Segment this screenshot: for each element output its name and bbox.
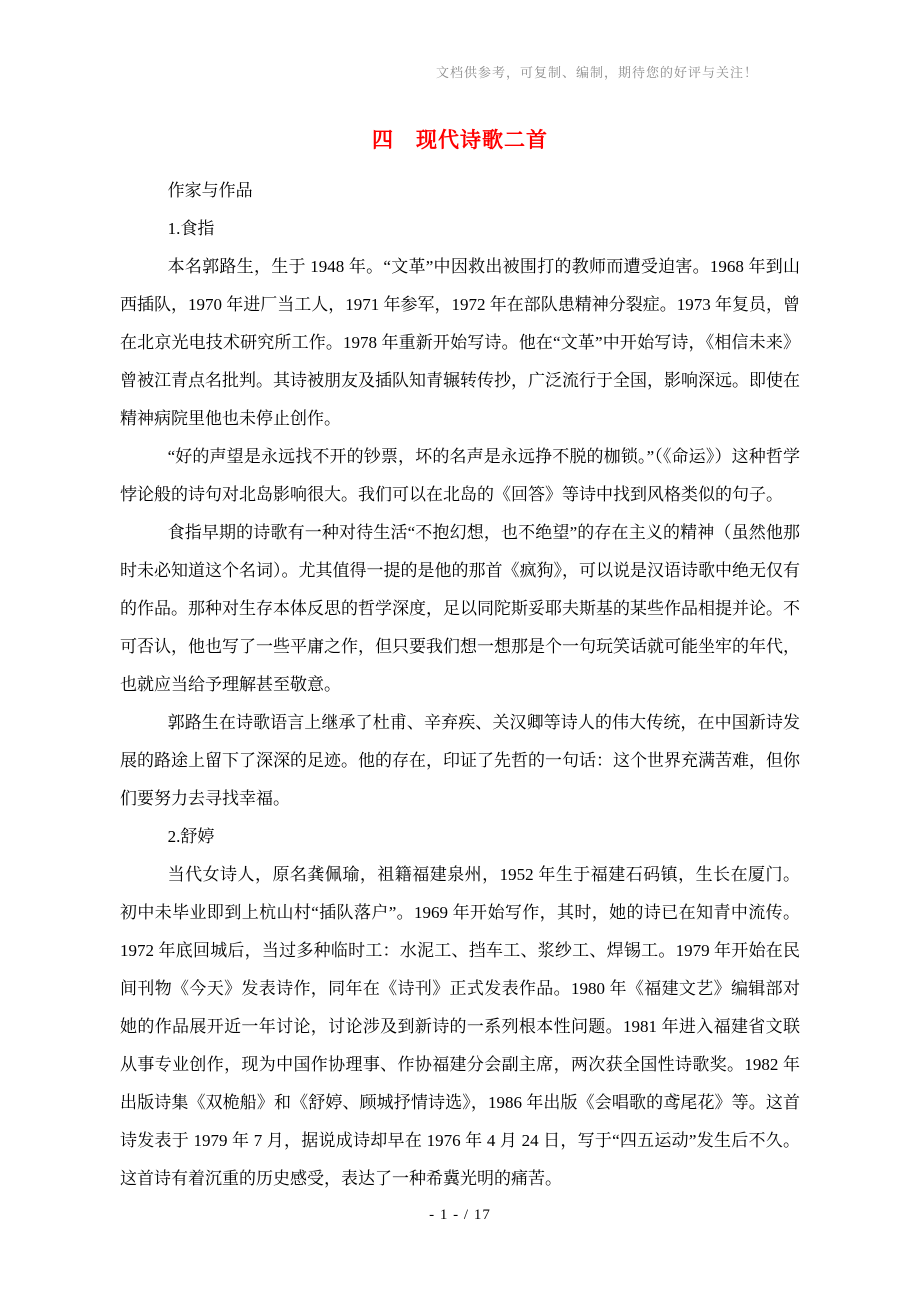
paragraph-poet1-bio: 本名郭路生，生于 1948 年。“文革”中因救出被围打的教师而遭受迫害。1968 年到山西插队，1970 年进厂当工人，1971 年参军，1972 年在部队患精神分裂症。1973 年复员，曾在北京光电技术研究所工作。1978 年重新开始写诗。他在“文革”中开始写诗，《相信未来》曾被江青点名批判。其诗被朋友及插队知青辗转传抄，广泛流行于全国，影响深远。即使在精神病院里他也未停止创作。: [120, 257, 800, 428]
header-notice: 文档供参考，可复制、编制，期待您的好评与关注！: [435, 65, 758, 80]
paragraph-poet2-heading: 2.舒婷: [167, 827, 215, 846]
page-number: - 1 - / 17: [429, 1207, 491, 1223]
paragraph-poet1-heading: 1.食指: [167, 219, 215, 238]
paragraph-poet1-analysis: 食指早期的诗歌有一种对待生活“不抱幻想，也不绝望”的存在主义的精神（虽然他那时未必知道这个名词）。尤其值得一提的是他的那首《疯狗》，可以说是汉语诗歌中绝无仅有的作品。那种对生存本体反思的哲学深度，足以同陀斯妥耶夫斯基的某些作品相提并论。不可否认，他也写了一些平庸之作，但只要我们想一想那是个一句玩笑话就可能坐牢的年代，也就应当给予理解甚至敬意。: [120, 523, 800, 694]
paragraph-section-heading: 作家与作品: [167, 181, 253, 200]
paragraph-poet1-quote: “好的声望是永远找不开的钞票，坏的名声是永远挣不脱的枷锁。”（《命运》）这种哲学悖论般的诗句对北岛影响很大。我们可以在北岛的《回答》等诗中找到风格类似的句子。: [120, 447, 800, 504]
paragraph-poet2-bio: 当代女诗人，原名龚佩瑜，祖籍福建泉州，1952 年生于福建石码镇，生长在厦门。初中未毕业即到上杭山村“插队落户”。1969 年开始写作，其时，她的诗已在知青中流传。1972 年底回城后，当过多种临时工：水泥工、挡车工、浆纱工、焊锡工。1979 年开始在民间刊物《今天》发表诗作，同年在《诗刊》正式发表作品。1980 年《福建文艺》编辑部对她的作品展开近一年讨论，讨论涉及到新诗的一系列根本性问题。1981 年进入福建省文联从事专业创作，现为中国作协理事、作协福建分会副主席，两次获全国性诗歌奖。1982 年出版诗集《双桅船》和《舒婷、顾城抒情诗选》，1986 年出版《会唱歌的鸢尾花》等。这首诗发表于 1979 年 7 月，据说成诗却早在 1976 年 4 月 24 日，写于“四五运动”发生后不久。这首诗有着沉重的历史感受，表达了一种希冀光明的痛苦。: [120, 865, 800, 1188]
page-title: 四 现代诗歌二首: [372, 128, 548, 152]
paragraph-poet1-legacy: 郭路生在诗歌语言上继承了杜甫、辛弃疾、关汉卿等诗人的伟大传统，在中国新诗发展的路途上留下了深深的足迹。他的存在，印证了先哲的一句话：这个世界充满苦难，但你们要努力去寻找幸福。: [120, 713, 800, 808]
document-body: [120, 172, 800, 1198]
